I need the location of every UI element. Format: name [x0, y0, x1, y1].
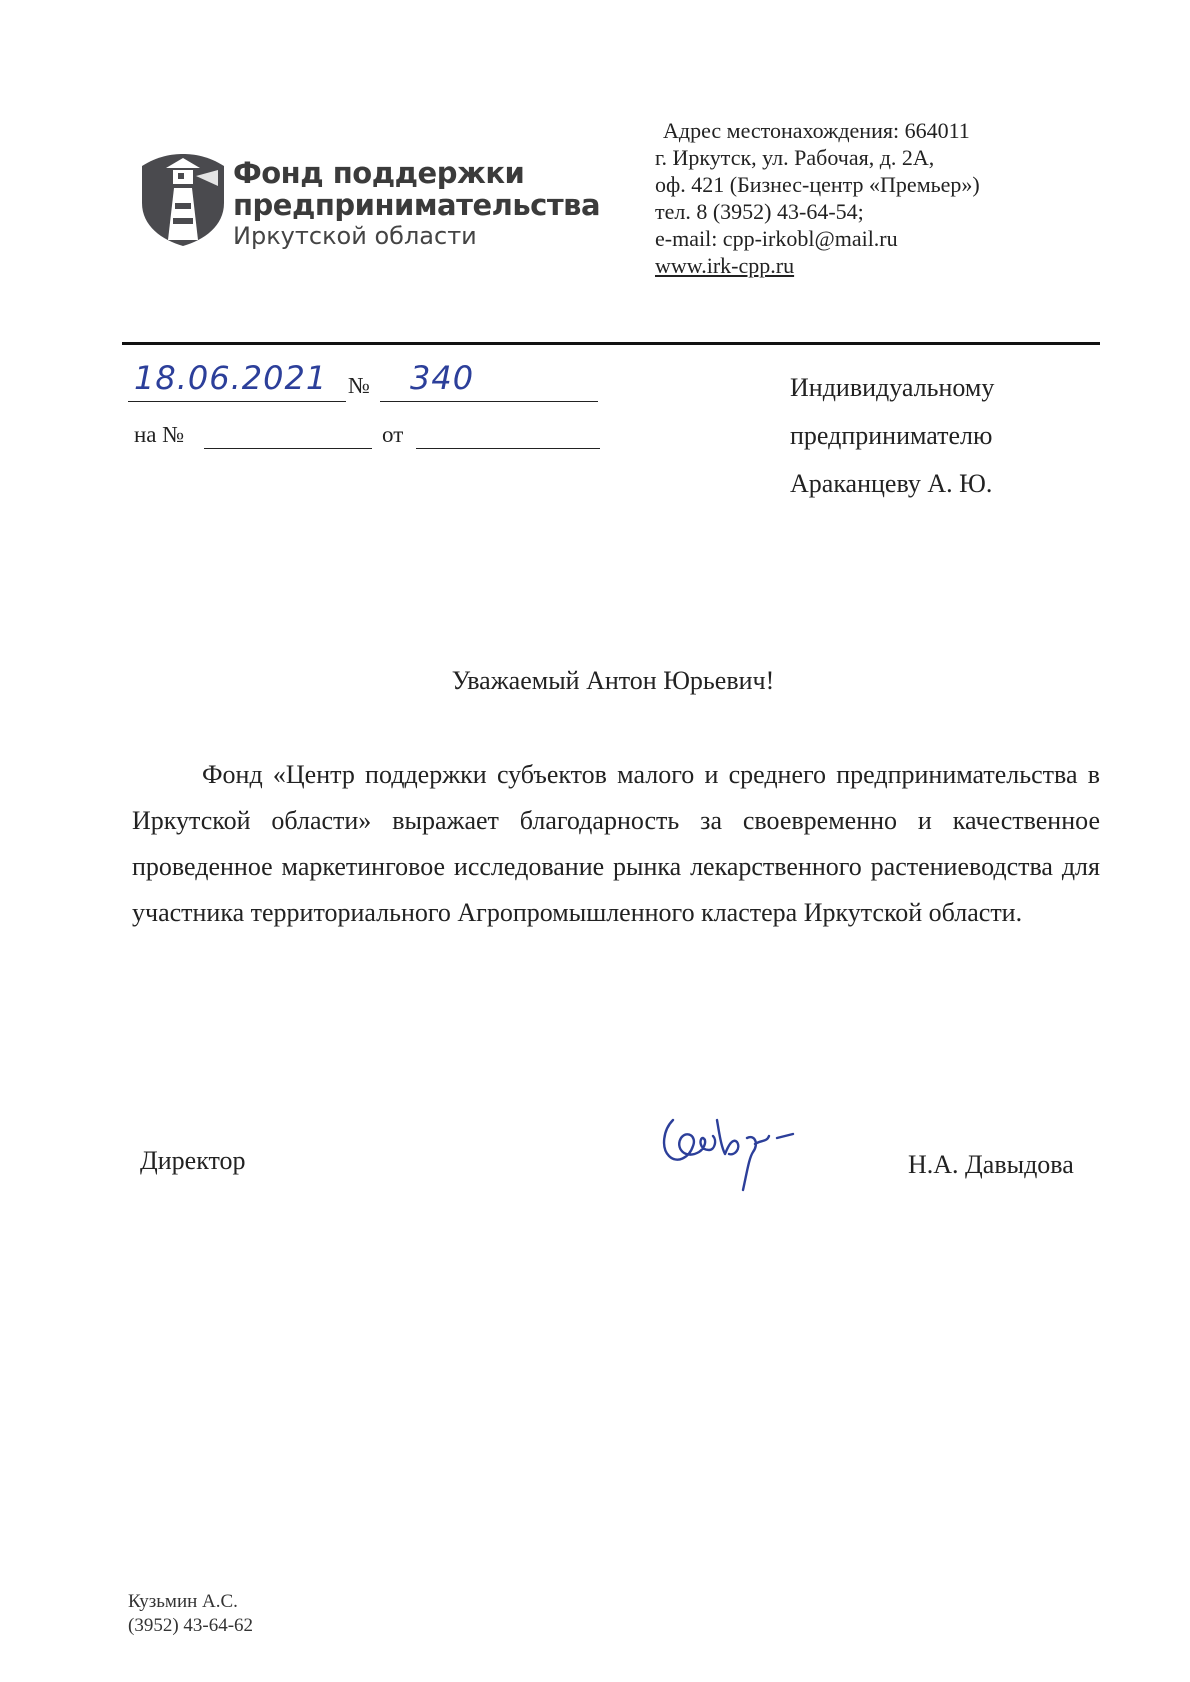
address-line: г. Иркутск, ул. Рабочая, д. 2А, [655, 145, 935, 170]
logo-title-line1: Фонд поддержки [233, 156, 525, 190]
executor-phone: (3952) 43-64-62 [128, 1615, 254, 1636]
executor-block [128, 1590, 253, 1638]
address-line: Адрес местонахождения: 664011 [663, 118, 970, 143]
number-field [380, 359, 598, 402]
address-block [655, 117, 980, 279]
signatory-name: Н.А. Давыдова [908, 1150, 1074, 1179]
website-link[interactable]: www.irk-cpp.ru [655, 253, 795, 278]
phone-line: тел. 8 (3952) 43-64-54; [655, 199, 864, 224]
logo [138, 148, 601, 250]
ref-from-label: от [382, 422, 404, 447]
executor-name: Кузьмин А.С. [128, 1591, 238, 1612]
addressee-line: Араканцеву А. Ю. [790, 469, 993, 498]
date-field [128, 359, 346, 402]
logo-title-line2: предпринимательства [233, 188, 601, 222]
email-line: e-mail: cpp-irkobl@mail.ru [655, 226, 898, 251]
body-paragraph: Фонд «Центр поддержки субъектов малого и среднего предпринимательства в Иркутской области» выражает благодарность за своевременно и качественное проведенное маркетинговое исследование рынка лекарственного растениеводства для участника территориального Агропромышленного кластера Иркутской области. [132, 760, 1100, 927]
ref-number-field [204, 422, 372, 449]
handwritten-number: 340 [410, 359, 475, 397]
address-line: оф. 421 (Бизнес-центр «Премьер») [655, 172, 980, 197]
header-divider [122, 342, 1100, 345]
lighthouse-in-shield-icon [138, 148, 228, 248]
ref-number-label: на № [134, 422, 185, 447]
letter-body [132, 752, 1100, 936]
handwritten-date: 18.06.2021 [134, 359, 328, 397]
reference-row [134, 422, 604, 458]
addressee-block [790, 364, 994, 508]
logo-subtitle: Иркутской области [233, 222, 477, 250]
signature-position: Директор [140, 1146, 246, 1175]
addressee-line: Индивидуальному [790, 373, 995, 402]
handwritten-signature [655, 1100, 805, 1195]
greeting: Уважаемый Антон Юрьевич! [451, 666, 775, 695]
number-label: № [348, 373, 370, 398]
registration-date-row [128, 359, 598, 405]
addressee-line: предпринимателю [790, 421, 993, 450]
ref-date-field [416, 422, 600, 449]
